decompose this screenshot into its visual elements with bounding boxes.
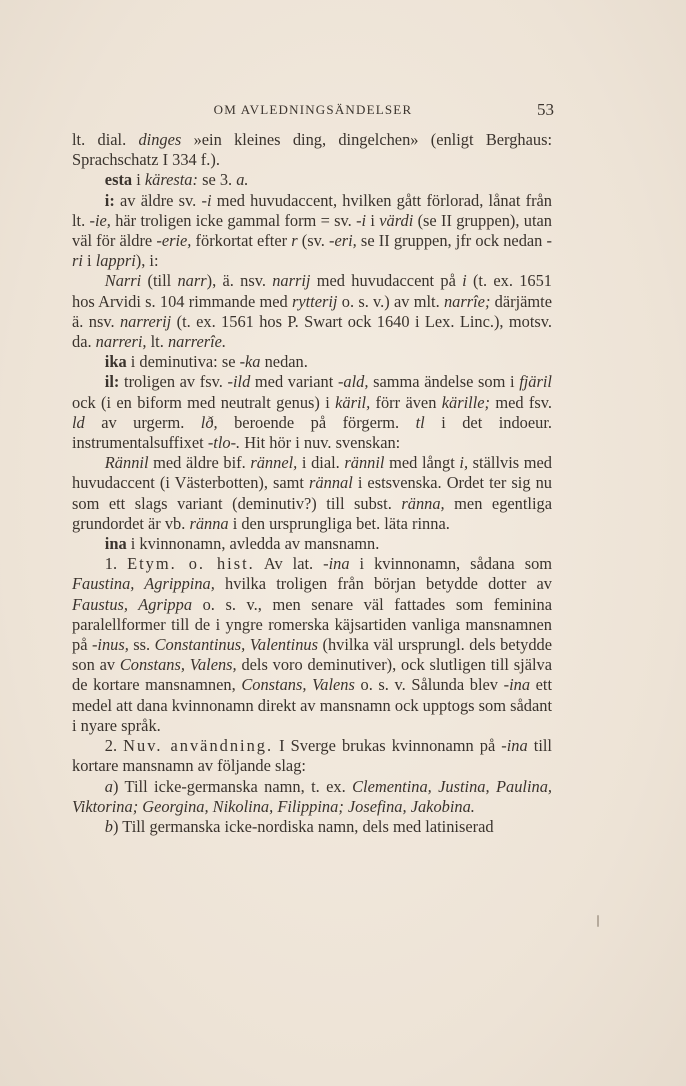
entry-head: esta: [104, 170, 133, 190]
paper-speck: [597, 915, 599, 927]
entry-head: ina: [104, 534, 127, 554]
section-etymology: 1. Etym. o. hist. Av lat. -ina i kvinnonamn, sådana som Faustina, Agrippina, hvilka troligen från början betydde dotter av Faustus, Agrippa o. s. v., men senare väl fattades som feminina paralellformer till de i yngre romerska käjsartiden vanliga mansnamnen på -inus, ss. Constantinus, Valentinus (hvilka väl ursprungl. dels betydde son av Constans, Valens, dels voro deminutiver), ock slutligen till själva de kortare mansnamnen, Constans, Valens o. s. v. Sålunda blev -ina ett medel att dana kvinnonamn direkt av mansnamn ock upptogs som sådant i nyare språk.: [72, 554, 553, 735]
page-number: 53: [537, 100, 554, 119]
list-item-a: a) Till icke-germanska namn, t. ex. Clementina, Justina, Paulina, Viktorina; Georgina, Nikolina, Filippina; Josefina, Jakobina.: [72, 776, 552, 816]
entry-head: i:: [104, 190, 115, 210]
subentry-rannil: Rännil med äldre bif. rännel, i dial. rännil med långt i, ställvis med huvudaccent (i Västerbotten), samt rännal i estsvenska. Ordet ter sig nu som ett slags variant (deminutiv?) till subst. ränna, men egentliga grundordet är vb. ränna i den ursprungliga bet. läta rinna.: [72, 453, 552, 533]
running-title: OM AVLEDNINGSÄNDELSER: [213, 102, 413, 117]
section-usage: 2. Nuv. användning. I Sverge brukas kvinnonamn på -ina till kortare mansnamn av följande slag:: [72, 736, 552, 776]
entry-esta: esta i käresta: se 3. a.: [104, 170, 249, 190]
subentry-narri: Narri (till narr), ä. nsv. narrij med huvudaccent på i (t. ex. 1651 hos Arvidi s. 104 rimmande med rytterij o. s. v.) av mlt. narrîe; därjämte ä. nsv. narrerij (t. ex. 1561 hos P. Swart ock 1640 i Lex. Linc.), motsv. da. narreri, lt. narrerîe.: [72, 271, 553, 352]
entry-ika: ika i deminutiva: se -ka nedan.: [104, 352, 308, 372]
section-label: Etym. o. hist.: [127, 554, 255, 574]
entry-i: i: av äldre sv. -i med huvudaccent, hvilken gått förlorad, lånat från lt. -ie, här troligen icke gammal form = sv. -i i värdi (se II gruppen), utan väl för äldre -erie, förkortat efter r (sv. -eri, se II gruppen, jfr ock nedan -ri i lappri), i:: [72, 190, 553, 271]
entry-head: ika: [104, 352, 127, 372]
list-item-b: b) Till germanska icke-nordiska namn, dels med latiniserad: [104, 816, 494, 836]
page-body: [72, 130, 552, 837]
entry-head: il:: [104, 372, 120, 392]
running-header: [72, 100, 554, 122]
entry-il: il: troligen av fsv. -ild med variant -ald, samma ändelse som i fjäril ock (i en biform med neutralt genus) i käril, förr även kärille; med fsv. ld av urgerm. lð, beroende på förgerm. tl i det indoeur. instrumentalsuffixet -tlo-. Hit hör i nuv. svenskan:: [72, 372, 552, 453]
section-label: Nuv. användning.: [123, 736, 274, 756]
paragraph-dinges: lt. dial. dinges »ein kleines ding, dingelchen» (enligt Berghaus: Sprachschatz I 334 f.).: [72, 130, 552, 170]
entry-ina: ina i kvinnonamn, avledda av mansnamn.: [104, 534, 380, 554]
